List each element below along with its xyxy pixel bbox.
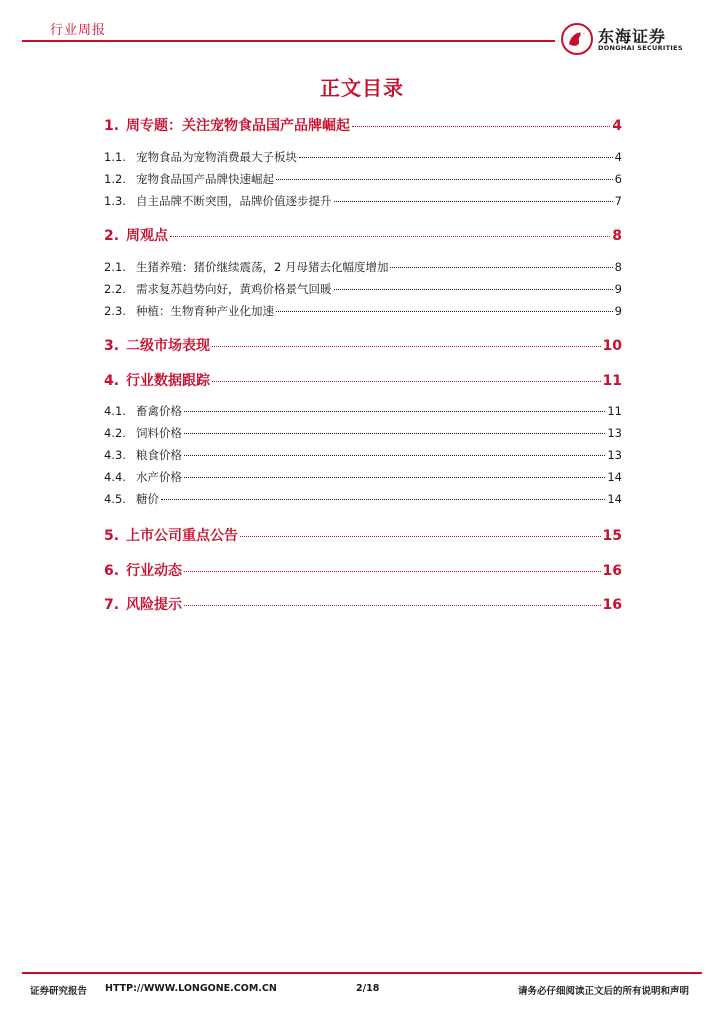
logo-english-name: DONGHAI SECURITIES bbox=[598, 44, 683, 52]
toc-section-entry[interactable] bbox=[104, 594, 622, 614]
toc-entry-title: 水产价格 bbox=[136, 470, 182, 484]
toc-dot-leader bbox=[184, 605, 601, 606]
toc-dot-leader bbox=[240, 536, 601, 537]
toc-entry-page: 11 bbox=[602, 373, 622, 389]
toc-subsection-entry[interactable] bbox=[104, 281, 622, 297]
toc-entry-page: 13 bbox=[607, 448, 622, 462]
toc-subsection-entry[interactable] bbox=[104, 303, 622, 319]
toc-entry-title: 行业数据跟踪 bbox=[126, 373, 210, 389]
toc-entry-page: 6 bbox=[614, 172, 622, 186]
toc-subsection-entry[interactable] bbox=[104, 469, 622, 485]
toc-entry-number: 4.5. bbox=[104, 492, 126, 506]
toc-entry-title: 糖价 bbox=[136, 492, 159, 506]
toc-entry-number: 1.3. bbox=[104, 194, 126, 208]
toc-subsection-entry[interactable] bbox=[104, 171, 622, 187]
toc-entry-page: 14 bbox=[607, 492, 622, 506]
toc-entry-title: 宠物食品为宠物消费最大子板块 bbox=[136, 150, 297, 164]
toc-section-entry[interactable] bbox=[104, 225, 622, 245]
toc-entry-number: 3. bbox=[104, 338, 120, 354]
toc-entry-number: 2.1. bbox=[104, 260, 126, 274]
toc-entry-title: 饲料价格 bbox=[136, 426, 182, 440]
toc-entry-title: 自主品牌不断突围，品牌价值逐步提升 bbox=[136, 194, 332, 208]
toc-entry-number: 2. bbox=[104, 228, 120, 244]
toc-entry-title: 风险提示 bbox=[126, 597, 182, 613]
toc-entry-title: 行业动态 bbox=[126, 563, 182, 579]
toc-entry-number: 4. bbox=[104, 373, 120, 389]
toc-entry-number: 5. bbox=[104, 528, 120, 544]
toc-entry-page: 10 bbox=[602, 338, 622, 354]
toc-dot-leader bbox=[184, 433, 605, 434]
toc-entry-number: 4.4. bbox=[104, 470, 126, 484]
toc-subsection-entry[interactable] bbox=[104, 447, 622, 463]
toc-entry-title: 上市公司重点公告 bbox=[126, 528, 238, 544]
toc-entry-number: 4.1. bbox=[104, 404, 126, 418]
toc-entry-page: 7 bbox=[614, 194, 622, 208]
toc-entry-title: 周专题：关注宠物食品国产品牌崛起 bbox=[126, 118, 350, 134]
toc-subsection-entry[interactable] bbox=[104, 149, 622, 165]
toc-dot-leader bbox=[276, 179, 613, 180]
toc-entry-page: 14 bbox=[607, 470, 622, 484]
toc-entry-title: 宠物食品国产品牌快速崛起 bbox=[136, 172, 274, 186]
toc-section-entry[interactable] bbox=[104, 115, 622, 135]
toc-dot-leader bbox=[334, 201, 613, 202]
toc-dot-leader bbox=[184, 455, 605, 456]
toc-entry-number: 4.2. bbox=[104, 426, 126, 440]
toc-entry-number: 1.1. bbox=[104, 150, 126, 164]
toc-dot-leader bbox=[184, 571, 601, 572]
toc-section-entry[interactable] bbox=[104, 525, 622, 545]
toc-section-entry[interactable] bbox=[104, 370, 622, 390]
toc-entry-page: 9 bbox=[614, 282, 622, 296]
toc-dot-leader bbox=[170, 236, 610, 237]
toc-section-entry[interactable] bbox=[104, 560, 622, 580]
toc-dot-leader bbox=[161, 499, 605, 500]
toc-subsection-entry[interactable] bbox=[104, 259, 622, 275]
toc-dot-leader bbox=[299, 157, 613, 158]
toc-entry-page: 8 bbox=[612, 228, 622, 244]
toc-dot-leader bbox=[184, 477, 605, 478]
dragon-logo-icon bbox=[560, 22, 594, 56]
toc-entry-page: 8 bbox=[614, 260, 622, 274]
toc-entry-title: 二级市场表现 bbox=[126, 338, 210, 354]
toc-dot-leader bbox=[212, 381, 601, 382]
toc-entry-number: 2.3. bbox=[104, 304, 126, 318]
footer-page-number: 2/18 bbox=[356, 983, 380, 994]
toc-entry-number: 7. bbox=[104, 597, 120, 613]
toc-entry-page: 4 bbox=[614, 150, 622, 164]
toc-entry-title: 粮食价格 bbox=[136, 448, 182, 462]
header-tag: 行业周报 bbox=[50, 23, 107, 38]
toc-dot-leader bbox=[352, 126, 610, 127]
toc-entry-title: 种植：生物育种产业化加速 bbox=[136, 304, 274, 318]
toc-entry-number: 2.2. bbox=[104, 282, 126, 296]
footer-rule bbox=[22, 972, 702, 974]
footer-report-type: 证券研究报告 bbox=[30, 986, 88, 997]
toc-dot-leader bbox=[276, 311, 613, 312]
toc-entry-number: 1.2. bbox=[104, 172, 126, 186]
toc-subsection-entry[interactable] bbox=[104, 193, 622, 209]
toc-dot-leader bbox=[334, 289, 613, 290]
toc-entry-title: 需求复苏趋势向好，黄鸡价格景气回暖 bbox=[136, 282, 332, 296]
toc-entry-number: 1. bbox=[104, 118, 120, 134]
toc-entry-page: 4 bbox=[612, 118, 622, 134]
toc-subsection-entry[interactable] bbox=[104, 491, 622, 507]
toc-entry-page: 13 bbox=[607, 426, 622, 440]
toc-subsection-entry[interactable] bbox=[104, 403, 622, 419]
toc-entry-title: 生猪养殖：猪价继续震荡，2 月母猪去化幅度增加 bbox=[136, 260, 389, 274]
toc-entry-page: 11 bbox=[607, 404, 622, 418]
toc-entry-page: 16 bbox=[602, 563, 622, 579]
toc-entry-page: 15 bbox=[602, 528, 622, 544]
toc-dot-leader bbox=[184, 411, 605, 412]
toc-entry-title: 畜禽价格 bbox=[136, 404, 182, 418]
toc-entry-number: 4.3. bbox=[104, 448, 126, 462]
toc-dot-leader bbox=[390, 267, 612, 268]
toc-entry-page: 16 bbox=[602, 597, 622, 613]
toc-section-entry[interactable] bbox=[104, 335, 622, 355]
toc-entry-number: 6. bbox=[104, 563, 120, 579]
toc-title: 正文目录 bbox=[320, 76, 404, 100]
toc-dot-leader bbox=[212, 346, 601, 347]
header-rule bbox=[22, 40, 555, 42]
footer-disclaimer: 请务必仔细阅读正文后的所有说明和声明 bbox=[518, 986, 690, 997]
logo-chinese-name: 东海证券 bbox=[598, 27, 667, 46]
toc-subsection-entry[interactable] bbox=[104, 425, 622, 441]
toc-entry-title: 周观点 bbox=[126, 228, 168, 244]
toc-entry-page: 9 bbox=[614, 304, 622, 318]
footer-url-link[interactable]: HTTP://WWW.LONGONE.COM.CN bbox=[105, 983, 277, 994]
company-logo bbox=[560, 22, 700, 56]
